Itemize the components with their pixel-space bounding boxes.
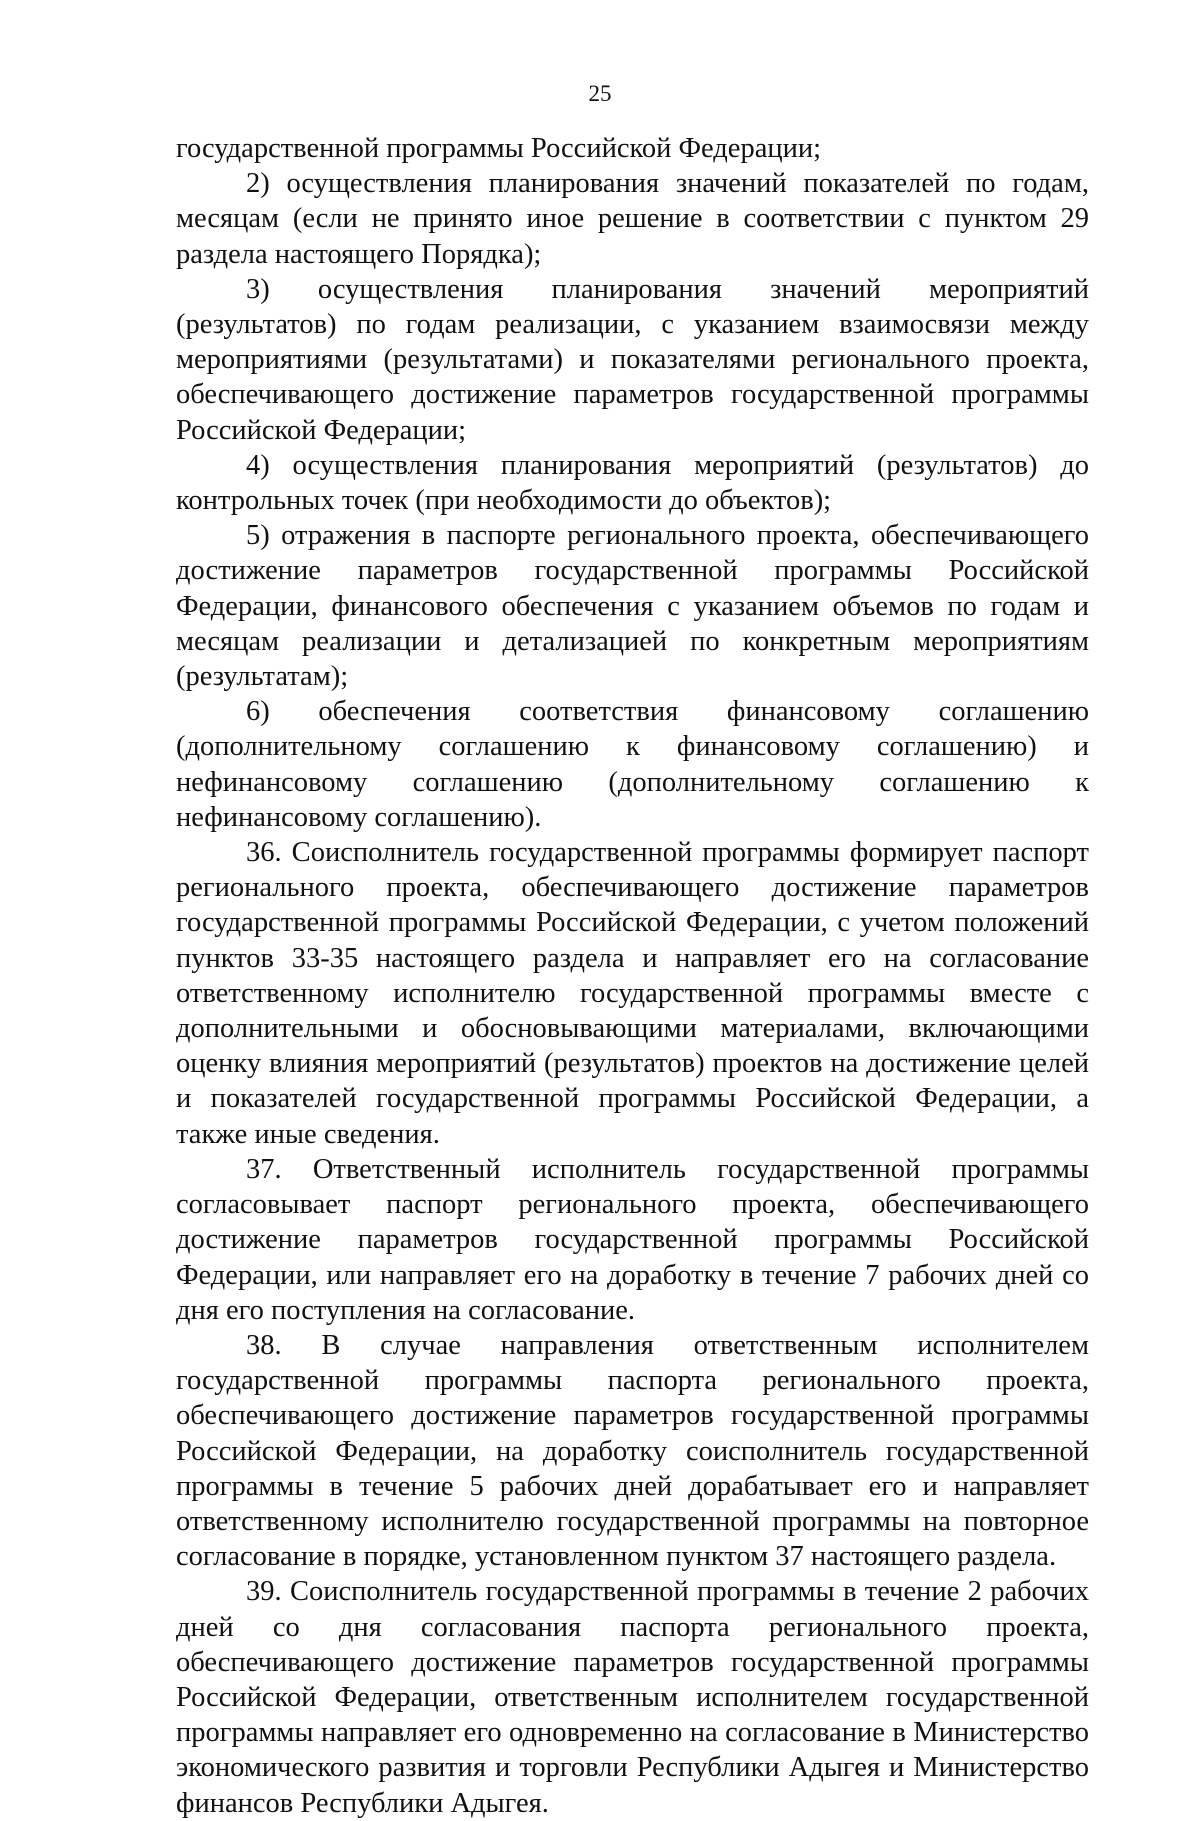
paragraph-clause-37: 37. Ответственный исполнитель государственной программы согласовывает паспорт регионального проекта, обеспечивающего достижение параметров государственной программы Российской Федерации, или направляет его на доработку в течение 7 рабочих дней со дня его поступления на согласование.: [176, 1153, 1089, 1326]
paragraph-item-4: 4) осуществления планирования мероприятий (результатов) до контрольных точек (при необходимости до объектов);: [176, 449, 1089, 517]
paragraph-continuation: государственной программы Российской Федерации;: [176, 133, 822, 164]
paragraph-item-5: 5) отражения в паспорте регионального проекта, обеспечивающего достижение параметров государственной программы Российской Федерации, финансового обеспечения с указанием объемов по годам и месяцам реализации и детализацией по конкретным мероприятиям (результатам);: [176, 520, 1089, 693]
paragraph-clause-39: 39. Соисполнитель государственной программы в течение 2 рабочих дней со дня согласования паспорта регионального проекта, обеспечивающего достижение параметров государственной программы Российской Федерации, ответственным исполнителем государственной программы направляет его одновременно на согласование в Министерство экономического развития и торговли Республики Адыгея и Министерство финансов Республики Адыгея.: [176, 1576, 1089, 1819]
page-number: 25: [588, 81, 612, 106]
paragraph-item-3: 3) осуществления планирования значений мероприятий (результатов) по годам реализации, с указанием взаимосвязи между мероприятиями (результатами) и показателями регионального проекта, обеспечивающего достижение параметров государственной программы Российской Федерации;: [176, 273, 1089, 446]
paragraph-item-6: 6) обеспечения соответствия финансовому соглашению (дополнительному соглашению к финансовому соглашению) и нефинансовому соглашению (дополнительному соглашению к нефинансовому соглашению).: [176, 696, 1089, 833]
paragraph-clause-38: 38. В случае направления ответственным исполнителем государственной программы паспорта регионального проекта, обеспечивающего достижение параметров государственной программы Российской Федерации, на доработку соисполнитель государственной программы в течение 5 рабочих дней дорабатывает его и направляет ответственному исполнителю государственной программы на повторное согласование в порядке, установленном пунктом 37 настоящего раздела.: [176, 1329, 1089, 1573]
paragraph-item-2: 2) осуществления планирования значений показателей по годам, месяцам (если не принято иное решение в соответствии с пунктом 29 раздела настоящего Порядка);: [176, 168, 1089, 270]
paragraph-clause-36: 36. Соисполнитель государственной программы формирует паспорт регионального проекта, обеспечивающего достижение параметров государственной программы Российской Федерации, с учетом положений пунктов 33-35 настоящего раздела и направляет его на согласование ответственному исполнителю государственной программы вместе с дополнительными и обосновывающими материалами, включающими оценку влияния мероприятий (результатов) проектов на достижение целей и показателей государственной программы Российской Федерации, а также иные сведения.: [176, 837, 1089, 1150]
document-body: [176, 131, 1089, 1821]
